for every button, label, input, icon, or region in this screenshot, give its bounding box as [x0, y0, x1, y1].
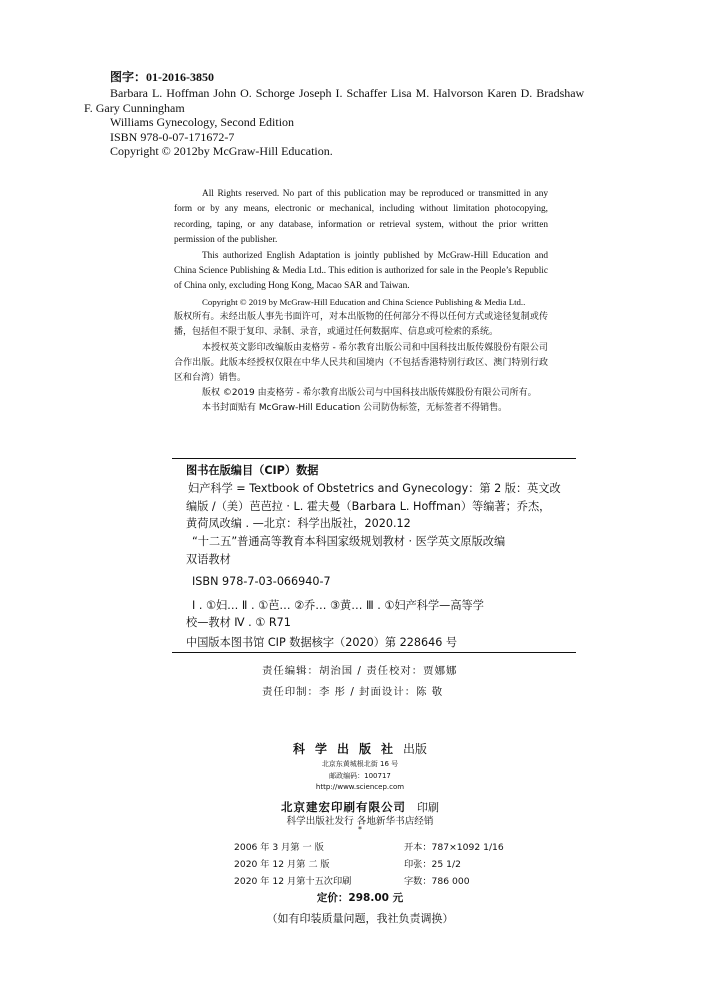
rights-paragraph-2: This authorized English Adaptation is jointly published by McGraw-Hill Education and China Science Publishing & Media Ltd.. This edition is authorized for sale in the People’s Republic of China only, excluding Hong Kong, Macao SAR and Taiwan.	[174, 250, 548, 292]
publisher-postcode: 邮政编码：100717	[329, 772, 391, 780]
rights-chinese-3: 版权 ©2019 由麦格劳 - 希尔教育出版公司与中国科技出版传媒股份有限公司所有。	[202, 388, 537, 399]
isbn-original: ISBN 978-0-07-171672-7	[110, 130, 235, 144]
cip-line-5: 双语教材	[186, 552, 231, 566]
separator-star: *	[358, 825, 362, 834]
cip-line-2: 编版 /（美）芭芭拉 · L. 霍夫曼（Barbara L. Hoffman）等编著；乔杰，	[186, 499, 551, 513]
quality-notice: （如有印装质量问题，我社负责调换）	[266, 912, 454, 925]
publisher-line	[0, 738, 720, 757]
cip-top-rule	[172, 458, 576, 459]
printer-logo: 北京建宏印刷有限公司	[280, 800, 406, 814]
copyright-original: Copyright © 2012by McGraw-Hill Education.	[110, 144, 333, 158]
printer-tail: 印刷	[417, 801, 440, 814]
cip-heading: 图书在版编目（CIP）数据	[186, 464, 319, 477]
cip-isbn: ISBN 978-7-03-066940-7	[192, 574, 331, 588]
format-info: 开本：787×1092 1/16	[404, 842, 504, 853]
rights-chinese-4: 本书封面贴有 McGraw-Hill Education 公司防伪标签，无标签者不得销售。	[202, 403, 508, 414]
rights-chinese-2: 本授权英文影印改编版由麦格劳 - 希尔教育出版公司和中国科技出版传媒股份有限公司合作出版。此版本经授权仅限在中华人民共和国境内（不包括香港特别行政区、澳门特别行政区和台湾）销售。	[174, 342, 548, 384]
edition-first: 2006 年 3 月第 一 版	[234, 842, 324, 853]
publisher-tail: 出版	[403, 742, 428, 756]
rights-statement	[174, 187, 548, 417]
publisher-url: http://www.sciencep.com	[315, 783, 405, 791]
sheets-info: 印张：25 1/2	[404, 859, 461, 870]
rights-paragraph-3: Copyright © 2019 by McGraw-Hill Education and China Science Publishing & Media Ltd..	[202, 296, 526, 307]
cip-block	[186, 462, 561, 652]
cip-line-1: 妇产科学 = Textbook of Obstetrics and Gynecology：第 2 版：英文改	[188, 481, 561, 495]
word-count: 字数：786 000	[404, 876, 470, 887]
printing-info: 2020 年 12 月第十五次印刷	[234, 876, 352, 887]
authors-line-2: F. Gary Cunningham	[84, 101, 185, 115]
cip-line-3: 黄荷凤改编 . —北京：科学出版社，2020.12	[186, 517, 411, 531]
editor-line-1: 责任编辑：胡治国 / 责任校对：贾娜娜	[262, 665, 458, 677]
publisher-address: 北京东黄城根北街 16 号	[321, 760, 399, 768]
authors-line-1: Barbara L. Hoffman John O. Schorge Joseph I. Schaffer Lisa M. Halvorson Karen D. Bradshaw	[110, 86, 585, 100]
book-title: Williams Gynecology, Second Edition	[110, 115, 295, 129]
rights-chinese-1: 版权所有。未经出版人事先书面许可，对本出版物的任何部分不得以任何方式或途径复制或传播，包括但不限于复印、录制、录音，或通过任何数据库、信息或可检索的系统。	[174, 312, 548, 338]
cip-line-4: “十二五”普通高等教育本科国家级规划教材 · 医学英文原版改编	[192, 535, 506, 549]
cip-bottom-rule	[172, 652, 576, 653]
editor-line-2: 责任印制：李 彤 / 封面设计：陈 敬	[262, 686, 444, 698]
cip-number: 中国版本图书馆 CIP 数据核字（2020）第 228646 号	[186, 636, 458, 650]
price: 定价：298.00 元	[316, 892, 404, 904]
cip-line-7: Ⅰ . ①妇… Ⅱ . ①芭… ②乔… ③黄… Ⅲ . ①妇产科学—高等学	[192, 598, 484, 612]
publisher-logo: 科学出版社	[292, 742, 403, 756]
rights-paragraph-1: All Rights reserved. No part of this publication may be reproduced or transmitted in any form or by any means, electronic or mechanical, including without limitation photocopying, recording, taping, or any database, information or retrieval system, without the prior written permission of the publisher.	[174, 189, 548, 246]
registration-number: 图字：01-2016-3850	[110, 70, 214, 84]
edition-second: 2020 年 12 月第 二 版	[234, 859, 330, 870]
cip-line-8: 校—教材 Ⅳ . ① R71	[186, 616, 291, 630]
distribution-line: 科学出版社发行 各地新华书店经销	[286, 816, 434, 827]
